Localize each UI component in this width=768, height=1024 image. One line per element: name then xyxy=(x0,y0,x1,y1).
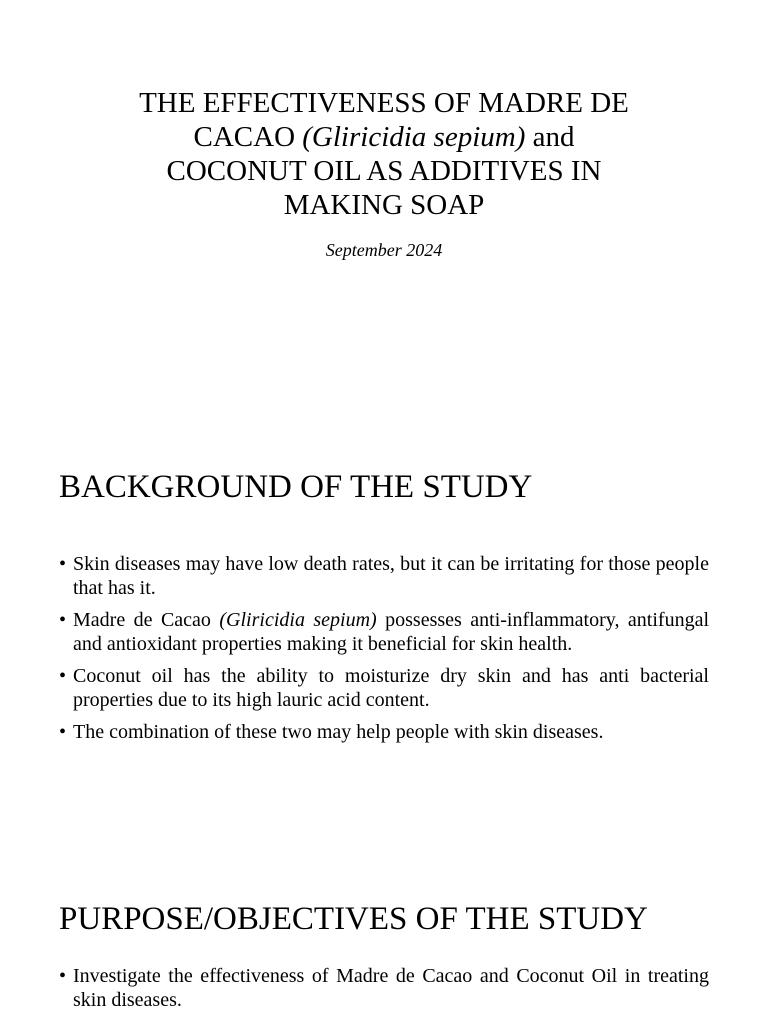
background-bullet-1 xyxy=(59,552,709,600)
purpose-bullet-1 xyxy=(59,964,709,1012)
purpose-bullet-list xyxy=(59,964,709,1012)
background-bullet-3 xyxy=(59,664,709,712)
bullet-icon: • xyxy=(59,665,67,687)
purpose-heading: PURPOSE/OBJECTIVES OF THE STUDY xyxy=(59,901,648,937)
bullet-text: Investigate the effectiveness of Madre de Cacao and Coconut Oil in treating skin diseases. xyxy=(73,965,709,1011)
title-slide xyxy=(0,86,768,261)
bullet-text: The combination of these two may help people with skin diseases. xyxy=(73,721,604,743)
bullet-text-b: possesses anti-inflammatory, antifungal and antioxidant properties making it beneficial for skin health. xyxy=(73,609,709,655)
bullet-icon: • xyxy=(59,721,67,743)
bullet-scientific-name: (Gliricidia sepium) xyxy=(219,609,377,631)
purpose-section xyxy=(59,899,709,1020)
bullet-icon: • xyxy=(59,965,67,987)
background-heading: BACKGROUND OF THE STUDY xyxy=(59,469,533,505)
background-section xyxy=(59,467,709,752)
title-line-4: MAKING SOAP xyxy=(283,189,485,221)
title-line-1: THE EFFECTIVENESS OF MADRE DE xyxy=(139,87,629,119)
bullet-icon: • xyxy=(59,553,67,575)
title-scientific-name: (Gliricidia sepium) xyxy=(302,121,526,153)
background-bullet-4 xyxy=(59,720,709,744)
document-title xyxy=(84,86,684,222)
bullet-text: Coconut oil has the ability to moisturize dry skin and has anti bacterial properties due to its high lauric acid content. xyxy=(73,665,709,711)
bullet-text: Skin diseases may have low death rates, but it can be irritating for those people that has it. xyxy=(73,553,709,599)
background-bullet-2 xyxy=(59,608,709,656)
bullet-icon: • xyxy=(59,609,67,631)
background-bullet-list xyxy=(59,552,709,744)
title-line-2a: CACAO xyxy=(193,121,303,153)
bullet-text-a: Madre de Cacao xyxy=(73,609,220,631)
title-line-2b: and xyxy=(525,121,575,153)
title-line-3: COCONUT OIL AS ADDITIVES IN xyxy=(166,155,602,187)
document-date: September 2024 xyxy=(325,240,443,260)
